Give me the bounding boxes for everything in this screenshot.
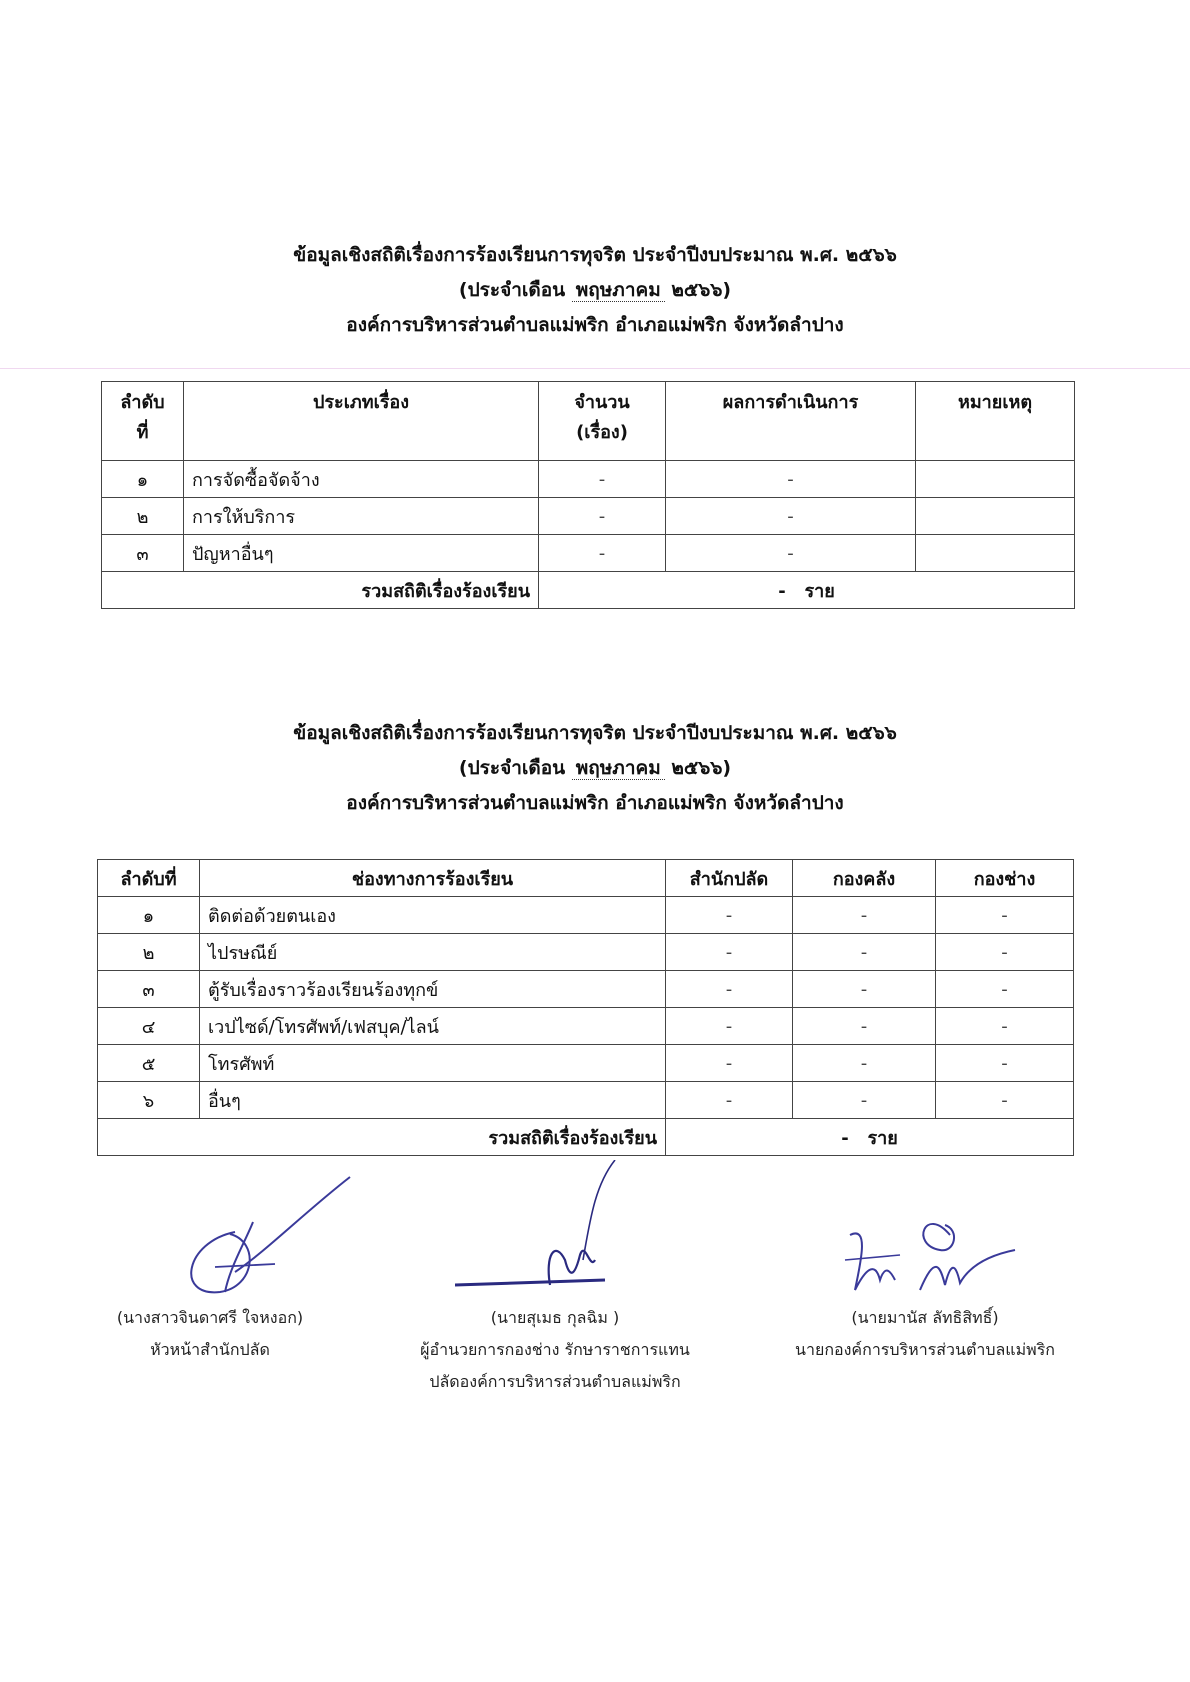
- signer-1-name: (นางสาวจินดาศรี ใจหงอก): [116, 1308, 304, 1327]
- row-office: -: [666, 1045, 793, 1082]
- row-office: -: [666, 971, 793, 1008]
- report2-title: ข้อมูลเชิงสถิติเรื่องการร้องเรียนการทุจริต ประจำปีงบประมาณ พ.ศ. ๒๕๖๖: [293, 722, 897, 744]
- row-channel: ตู้รับเรื่องราวร้องเรียนร้องทุกข์: [200, 971, 666, 1008]
- header-remark: หมายเหตุ: [916, 382, 1075, 461]
- complaint-channel-table: [97, 859, 1074, 1156]
- table-row: [98, 1082, 1074, 1119]
- row-type: ปัญหาอื่นๆ: [184, 535, 539, 572]
- table-row: [98, 897, 1074, 934]
- report2-organization: องค์การบริหารส่วนตำบลแม่พริก อำเภอแม่พริก จังหวัดลำปาง: [346, 792, 844, 814]
- row-engineering: -: [936, 934, 1074, 971]
- report2-month: พฤษภาคม: [572, 757, 665, 780]
- table-row: [102, 461, 1075, 498]
- report1-month-suffix: ๒๕๖๖): [671, 279, 732, 301]
- row-office: -: [666, 1008, 793, 1045]
- header-seq: ลำดับที่: [98, 860, 200, 897]
- row-finance: -: [793, 1082, 936, 1119]
- row-channel: ไปรษณีย์: [200, 934, 666, 971]
- signer-2-name: (นายสุเมธ กุลฉิม ): [490, 1308, 620, 1327]
- row-engineering: -: [936, 1045, 1074, 1082]
- complaint-type-table: [101, 381, 1075, 609]
- row-remark: [916, 535, 1075, 572]
- row-engineering: -: [936, 897, 1074, 934]
- signature-3-image: [840, 1205, 1030, 1315]
- total-label: รวมสถิติเรื่องร้องเรียน: [98, 1119, 666, 1156]
- report1-organization: องค์การบริหารส่วนตำบลแม่พริก อำเภอแม่พริก จังหวัดลำปาง: [346, 314, 844, 336]
- header-engineering: กองช่าง: [936, 860, 1074, 897]
- row-no: ๔: [98, 1008, 200, 1045]
- table-row: [98, 971, 1074, 1008]
- row-no: ๖: [98, 1082, 200, 1119]
- row-count: -: [539, 461, 666, 498]
- row-no: ๕: [98, 1045, 200, 1082]
- header-type: ประเภทเรื่อง: [184, 382, 539, 461]
- row-no: ๑: [98, 897, 200, 934]
- row-no: ๓: [102, 535, 184, 572]
- row-engineering: -: [936, 1008, 1074, 1045]
- signer-2-position-line2: ปลัดองค์การบริหารส่วนตำบลแม่พริก: [429, 1372, 681, 1391]
- row-remark: [916, 498, 1075, 535]
- row-no: ๒: [98, 934, 200, 971]
- header-result: ผลการดำเนินการ: [666, 382, 916, 461]
- report2-month-suffix: ๒๕๖๖): [671, 757, 732, 779]
- signer-2-position: ผู้อำนวยการกองช่าง รักษาราชการแทน: [420, 1340, 690, 1359]
- table-row: [98, 1045, 1074, 1082]
- header-seq: ลำดับ ที่: [102, 382, 184, 461]
- header-count: จำนวน (เรื่อง): [539, 382, 666, 461]
- row-office: -: [666, 1082, 793, 1119]
- row-type: การจัดซื้อจัดจ้าง: [184, 461, 539, 498]
- signature-1-image: [175, 1172, 375, 1312]
- row-no: ๑: [102, 461, 184, 498]
- signature-3: [775, 1302, 1075, 1366]
- total-row: [98, 1119, 1074, 1156]
- row-channel: โทรศัพท์: [200, 1045, 666, 1082]
- row-office: -: [666, 897, 793, 934]
- total-row: [102, 572, 1075, 609]
- signer-1-position: หัวหน้าสำนักปลัด: [150, 1340, 270, 1359]
- header-channel: ช่องทางการร้องเรียน: [200, 860, 666, 897]
- signer-3-position: นายกองค์การบริหารส่วนตำบลแม่พริก: [795, 1340, 1055, 1359]
- row-count: -: [539, 498, 666, 535]
- row-result: -: [666, 461, 916, 498]
- report1-title: ข้อมูลเชิงสถิติเรื่องการร้องเรียนการทุจริต ประจำปีงบประมาณ พ.ศ. ๒๕๖๖: [293, 244, 897, 266]
- row-office: -: [666, 934, 793, 971]
- signature-2-image: [455, 1160, 655, 1300]
- total-value: - ราย: [666, 1119, 1074, 1156]
- signer-3-name: (นายมานัส ลัทธิสิทธิ์): [851, 1308, 999, 1327]
- table-row: [98, 934, 1074, 971]
- total-value: - ราย: [539, 572, 1075, 609]
- row-finance: -: [793, 971, 936, 1008]
- row-finance: -: [793, 1045, 936, 1082]
- report1-month-line: [0, 273, 1190, 308]
- report2-month-line: [0, 751, 1190, 786]
- header-finance: กองคลัง: [793, 860, 936, 897]
- row-channel: ติดต่อด้วยตนเอง: [200, 897, 666, 934]
- row-engineering: -: [936, 1082, 1074, 1119]
- row-finance: -: [793, 934, 936, 971]
- row-count: -: [539, 535, 666, 572]
- row-finance: -: [793, 897, 936, 934]
- table-row: [102, 498, 1075, 535]
- row-channel: อื่นๆ: [200, 1082, 666, 1119]
- row-no: ๓: [98, 971, 200, 1008]
- row-type: การให้บริการ: [184, 498, 539, 535]
- row-engineering: -: [936, 971, 1074, 1008]
- total-label: รวมสถิติเรื่องร้องเรียน: [102, 572, 539, 609]
- table-row: [98, 1008, 1074, 1045]
- table-header-row: [98, 860, 1074, 897]
- report1-month: พฤษภาคม: [572, 279, 665, 302]
- row-no: ๒: [102, 498, 184, 535]
- signature-1: [90, 1302, 330, 1366]
- row-finance: -: [793, 1008, 936, 1045]
- row-remark: [916, 461, 1075, 498]
- report2-month-prefix: (ประจำเดือน: [458, 757, 566, 779]
- row-result: -: [666, 498, 916, 535]
- row-result: -: [666, 535, 916, 572]
- table-row: [102, 535, 1075, 572]
- header-office: สำนักปลัด: [666, 860, 793, 897]
- page-divider: [0, 368, 1190, 369]
- signature-2: [385, 1302, 725, 1398]
- report1-month-prefix: (ประจำเดือน: [458, 279, 566, 301]
- row-channel: เวปไซด์/โทรศัพท์/เฟสบุค/ไลน์: [200, 1008, 666, 1045]
- table-header-row: [102, 382, 1075, 461]
